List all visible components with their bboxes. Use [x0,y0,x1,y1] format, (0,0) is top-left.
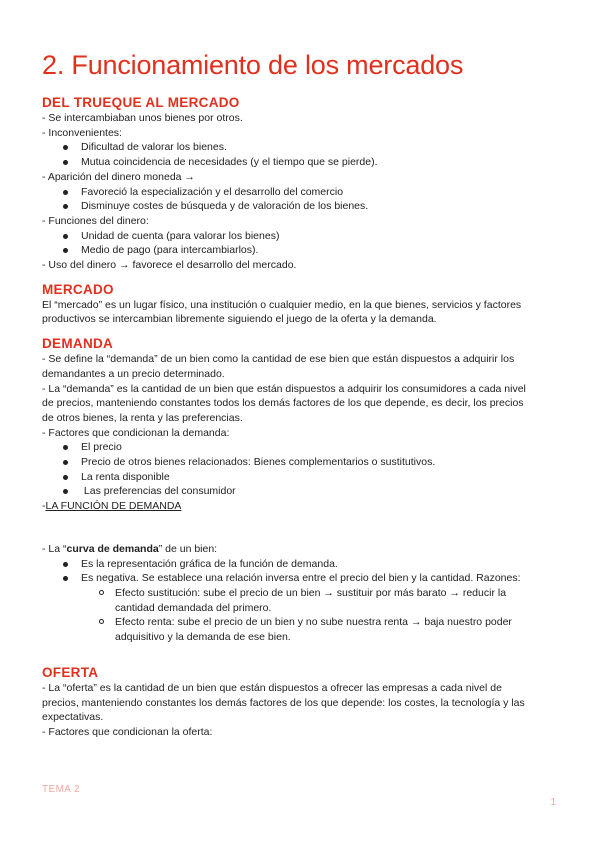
text-line: El “mercado” es un lugar físico, una institución o cualquier medio, en la que bienes, servicios y factores [42,298,522,311]
list-item: Las preferencias del consumidor [42,484,562,499]
curva-suffix: ” de un bien: [158,542,218,555]
text-line: - La “oferta” es la cantidad de un bien que están dispuestos a ofrecer las empresas a cada nivel de [42,681,502,694]
bullet-list [42,140,562,169]
sub-bullet-list [42,586,562,645]
sub-line: adquisitivo y la demanda de ese bien. [115,631,291,644]
sub-list-item [42,615,562,644]
list-item: Favoreció la especialización y el desarrollo del comercio [42,185,562,200]
list-item: Es negativa. Se establece una relación inversa entre el precio del bien y la cantidad. Razones: [42,571,562,586]
section-heading-demanda: DEMANDA [42,336,114,352]
section-heading-trueque: DEL TRUEQUE AL MERCADO [42,95,240,110]
funcion-demanda-link[interactable]: LA FUNCIÓN DE DEMANDA [45,500,182,513]
page-title: 2. Funcionamiento de los mercados [42,50,464,80]
text-line: - Factores que condicionan la oferta: [42,725,213,738]
bullet-list [42,557,562,586]
list-item: Medio de pago (para intercambiarlos). [42,243,562,258]
text-line: - Uso del dinero → favorece el desarrollo del mercado. [42,259,297,272]
list-item: Mutua coincidencia de necesidades (y el tiempo que se pierde). [42,155,562,170]
text-line: demandantes a un precio determinado. [42,367,225,380]
bullet-list [42,229,562,258]
text-line: - Se define la “demanda” de un bien como la cantidad de ese bien que están dispuestos a adquirir los [42,353,515,366]
curva-prefix: - La “ [42,542,67,555]
text-line: - Inconvenientes: [42,126,122,139]
text-line: expectativas. [42,711,104,724]
bullet-list [42,440,562,499]
text-line: - Aparición del dinero moneda → [42,170,195,183]
text-line: - Se intercambiaban unos bienes por otros. [42,112,243,124]
list-item: Unidad de cuenta (para valorar los bienes) [42,229,562,244]
list-item: Dificultad de valorar los bienes. [42,140,562,155]
text-line: - La “demanda” es la cantidad de un bien que están dispuestos a adquirir los consumidores a cada nivel [42,382,526,395]
section-heading-mercado: MERCADO [42,281,114,297]
sub-list-item [42,586,562,615]
text-line: - Funciones del dinero: [42,214,149,227]
list-item: Precio de otros bienes relacionados: Bienes complementarios o sustitutivos. [42,455,562,470]
list-item: Es la representación gráfica de la función de demanda. [42,557,562,572]
document-page [42,50,562,740]
section-heading-oferta: OFERTA [42,664,99,680]
page-number: 1 [550,797,556,808]
text-line: precios, manteniendo constantes los demás factores de los que depende: los costes, la tecnología y las [42,696,525,709]
text-line: de precios, manteniendo constantes todos los demás factores de los que depende, es decir, los precios [42,397,524,410]
text-line: de otros bienes, la renta y las preferencias. [42,411,243,424]
text-line: productivos se intercambian libremente siguiendo el juego de la oferta y la demanda. [42,313,437,326]
list-item: La renta disponible [42,470,562,485]
text-line [42,499,562,514]
sub-line: Efecto renta: sube el precio de un bien y no sube nuestra renta → baja nuestro poder [115,616,512,629]
funcion-prefix: - [42,500,46,513]
sub-line: cantidad demandada del primero. [115,601,272,614]
curva-bold: curva de demanda [66,542,159,555]
footer-label: TEMA 2 [42,784,80,795]
sub-line: Efecto sustitución: sube el precio de un bien → sustituir por más barato → reducir la [115,586,507,599]
text-line [42,542,562,557]
list-item: Disminuye costes de búsqueda y de valoración de los bienes. [42,199,562,214]
text-line: - Factores que condicionan la demanda: [42,426,230,439]
list-item: El precio [42,440,562,455]
bullet-list [42,185,562,214]
